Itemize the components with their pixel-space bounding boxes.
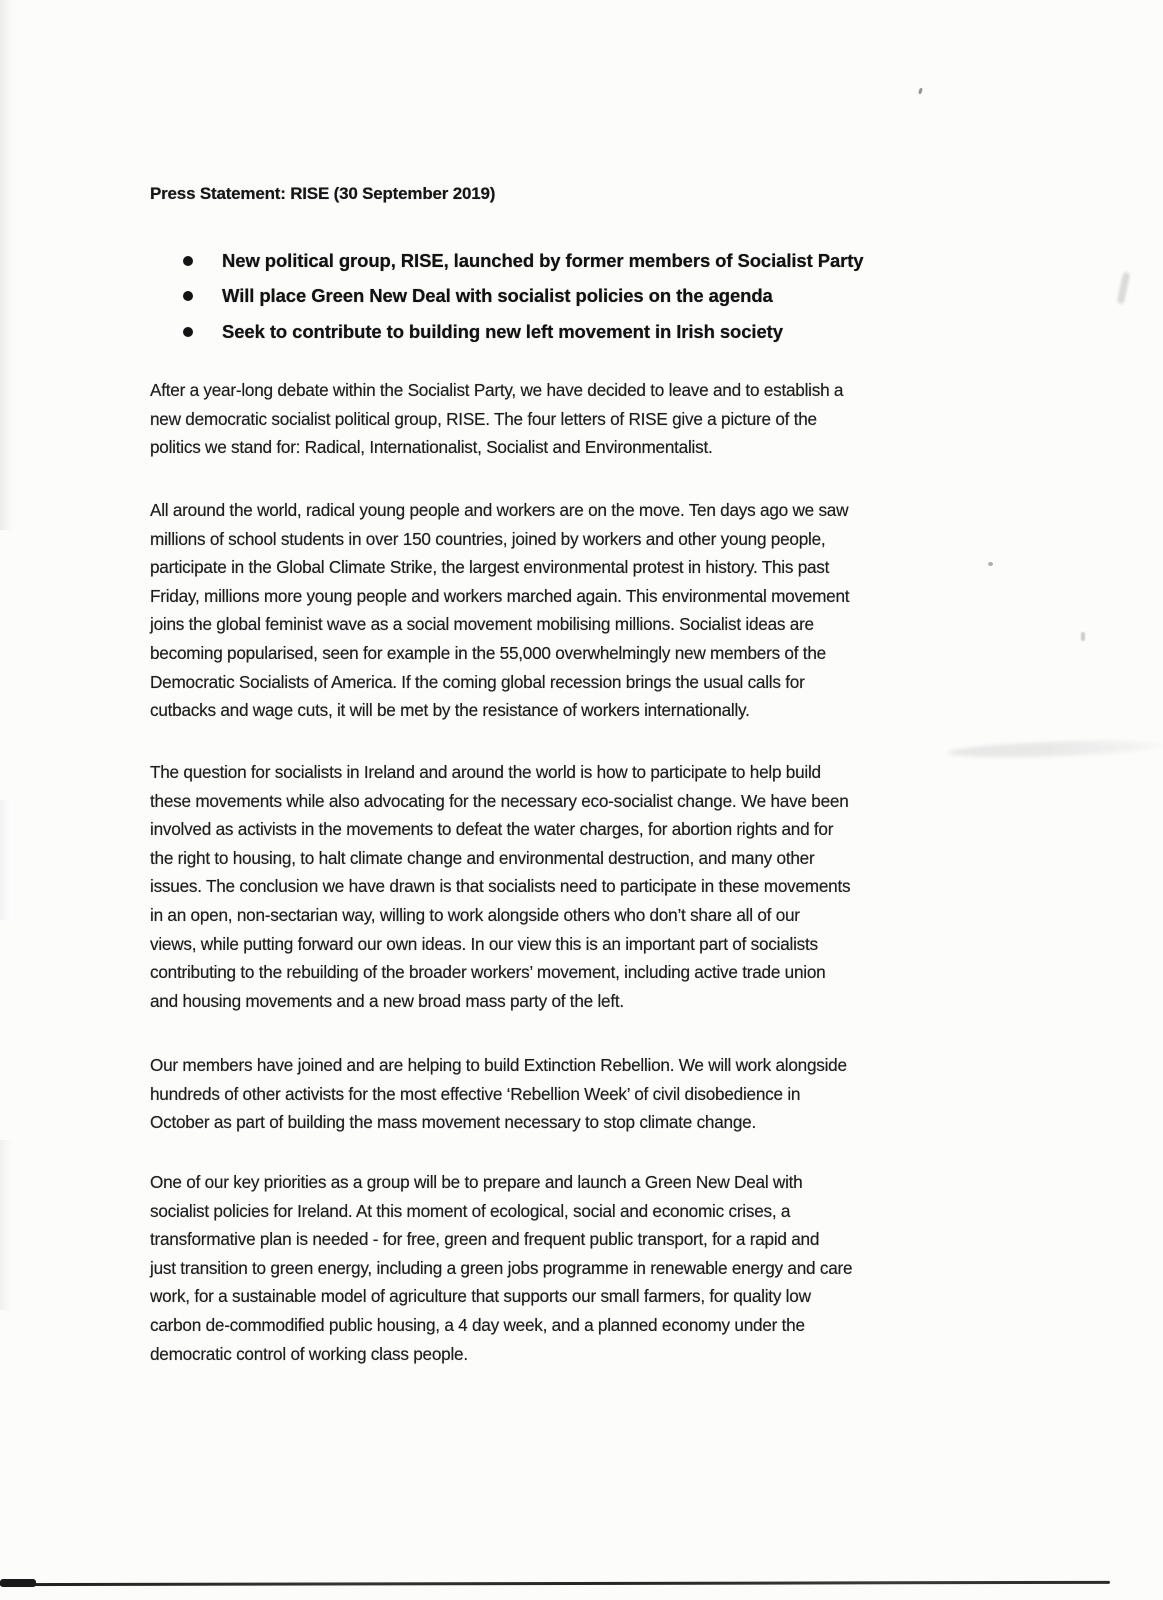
scan-speck [988, 562, 993, 566]
text-line: After a year-long debate within the Socialist Party, we have decided to leave and to establish a [150, 380, 844, 400]
text-line: democratic control of working class people. [150, 1343, 468, 1364]
bullet-text: Will place Green New Deal with socialist policies on the agenda [222, 285, 773, 307]
text-line: contributing to the rebuilding of the broader workers’ movement, including active trade union [150, 962, 826, 983]
text-line: work, for a sustainable model of agriculture that supports our small farmers, for quality low [150, 1286, 811, 1307]
bullet-list [183, 243, 863, 350]
text-line: One of our key priorities as a group will be to prepare and launch a Green New Deal with [150, 1172, 803, 1192]
bullet-icon [183, 327, 193, 337]
bullet-item [183, 243, 863, 279]
scan-edge-shadow [0, 1140, 12, 1310]
bullet-item [183, 279, 863, 315]
text-line: new democratic socialist political group, RISE. The four letters of RISE give a picture of the [150, 408, 817, 429]
scan-crease [948, 738, 1163, 759]
text-line: involved as activists in the movements to defeat the water charges, for abortion rights and for [150, 819, 834, 840]
text-line: Democratic Socialists of America. If the coming global recession brings the usual calls for [150, 671, 805, 692]
bullet-item [183, 314, 863, 350]
bullet-text: Seek to contribute to building new left movement in Irish society [222, 320, 783, 342]
scan-bottom-line-end [0, 1579, 36, 1587]
text-line: politics we stand for: Radical, Internationalist, Socialist and Environmentalist. [150, 437, 713, 458]
bullet-icon [183, 256, 193, 266]
scan-edge-shadow [0, 800, 10, 920]
paragraph-question-for-socialists [150, 758, 850, 1015]
text-line: and housing movements and a new broad mass party of the left. [150, 990, 624, 1011]
scan-speck [1081, 632, 1085, 641]
text-line: Our members have joined and are helping to build Extinction Rebellion. We will work alongside [150, 1055, 847, 1075]
text-line: cutbacks and wage cuts, it will be met by the resistance of workers internationally. [150, 700, 750, 721]
scan-edge-shadow [0, 0, 14, 530]
text-line: just transition to green energy, including a green jobs programme in renewable energy and care [150, 1257, 853, 1278]
text-line: the right to housing, to halt climate change and environmental destruction, and many other [150, 847, 815, 868]
text-line: hundreds of other activists for the most effective ‘Rebellion Week’ of civil disobedience in [150, 1083, 801, 1104]
text-line: Friday, millions more young people and workers marched again. This environmental movement [150, 585, 850, 606]
text-line: these movements while also advocating for the necessary eco-socialist change. We have been [150, 790, 849, 811]
text-line: in an open, non-sectarian way, willing to work alongside others who don’t share all of our [150, 904, 800, 925]
paragraph-green-new-deal [150, 1168, 852, 1368]
bullet-text: New political group, RISE, launched by former members of Socialist Party [222, 249, 864, 271]
text-line: views, while putting forward our own ideas. In our view this is an important part of socialists [150, 933, 818, 954]
scan-smudge [1117, 272, 1131, 305]
paragraph-global-movements [150, 496, 849, 725]
text-line: participate in the Global Climate Strike, the largest environmental protest in history. This past [150, 557, 830, 578]
document-title: Press Statement: RISE (30 September 2019) [150, 184, 496, 203]
text-line: millions of school students in over 150 countries, joined by workers and other young people, [150, 528, 826, 549]
scan-speck [918, 88, 923, 95]
bullet-icon [183, 291, 193, 301]
text-line: All around the world, radical young people and workers are on the move. Ten days ago we saw [150, 500, 849, 520]
text-line: becoming popularised, seen for example in the 55,000 overwhelmingly new members of the [150, 642, 826, 663]
scan-bottom-line [0, 1581, 1110, 1586]
text-line: transformative plan is needed - for free, green and frequent public transport, for a rapid and [150, 1229, 820, 1250]
text-line: joins the global feminist wave as a social movement mobilising millions. Socialist ideas are [150, 614, 814, 635]
text-line: socialist policies for Ireland. At this moment of ecological, social and economic crises, a [150, 1200, 791, 1221]
text-line: carbon de-commodified public housing, a 4 day week, and a planned economy under the [150, 1314, 805, 1335]
text-line: issues. The conclusion we have drawn is that socialists need to participate in these movements [150, 876, 851, 897]
text-line: The question for socialists in Ireland and around the world is how to participate to help build [150, 762, 821, 782]
text-line: October as part of building the mass movement necessary to stop climate change. [150, 1112, 756, 1133]
paragraph-extinction-rebellion [150, 1051, 847, 1137]
paragraph-intro [150, 376, 843, 462]
